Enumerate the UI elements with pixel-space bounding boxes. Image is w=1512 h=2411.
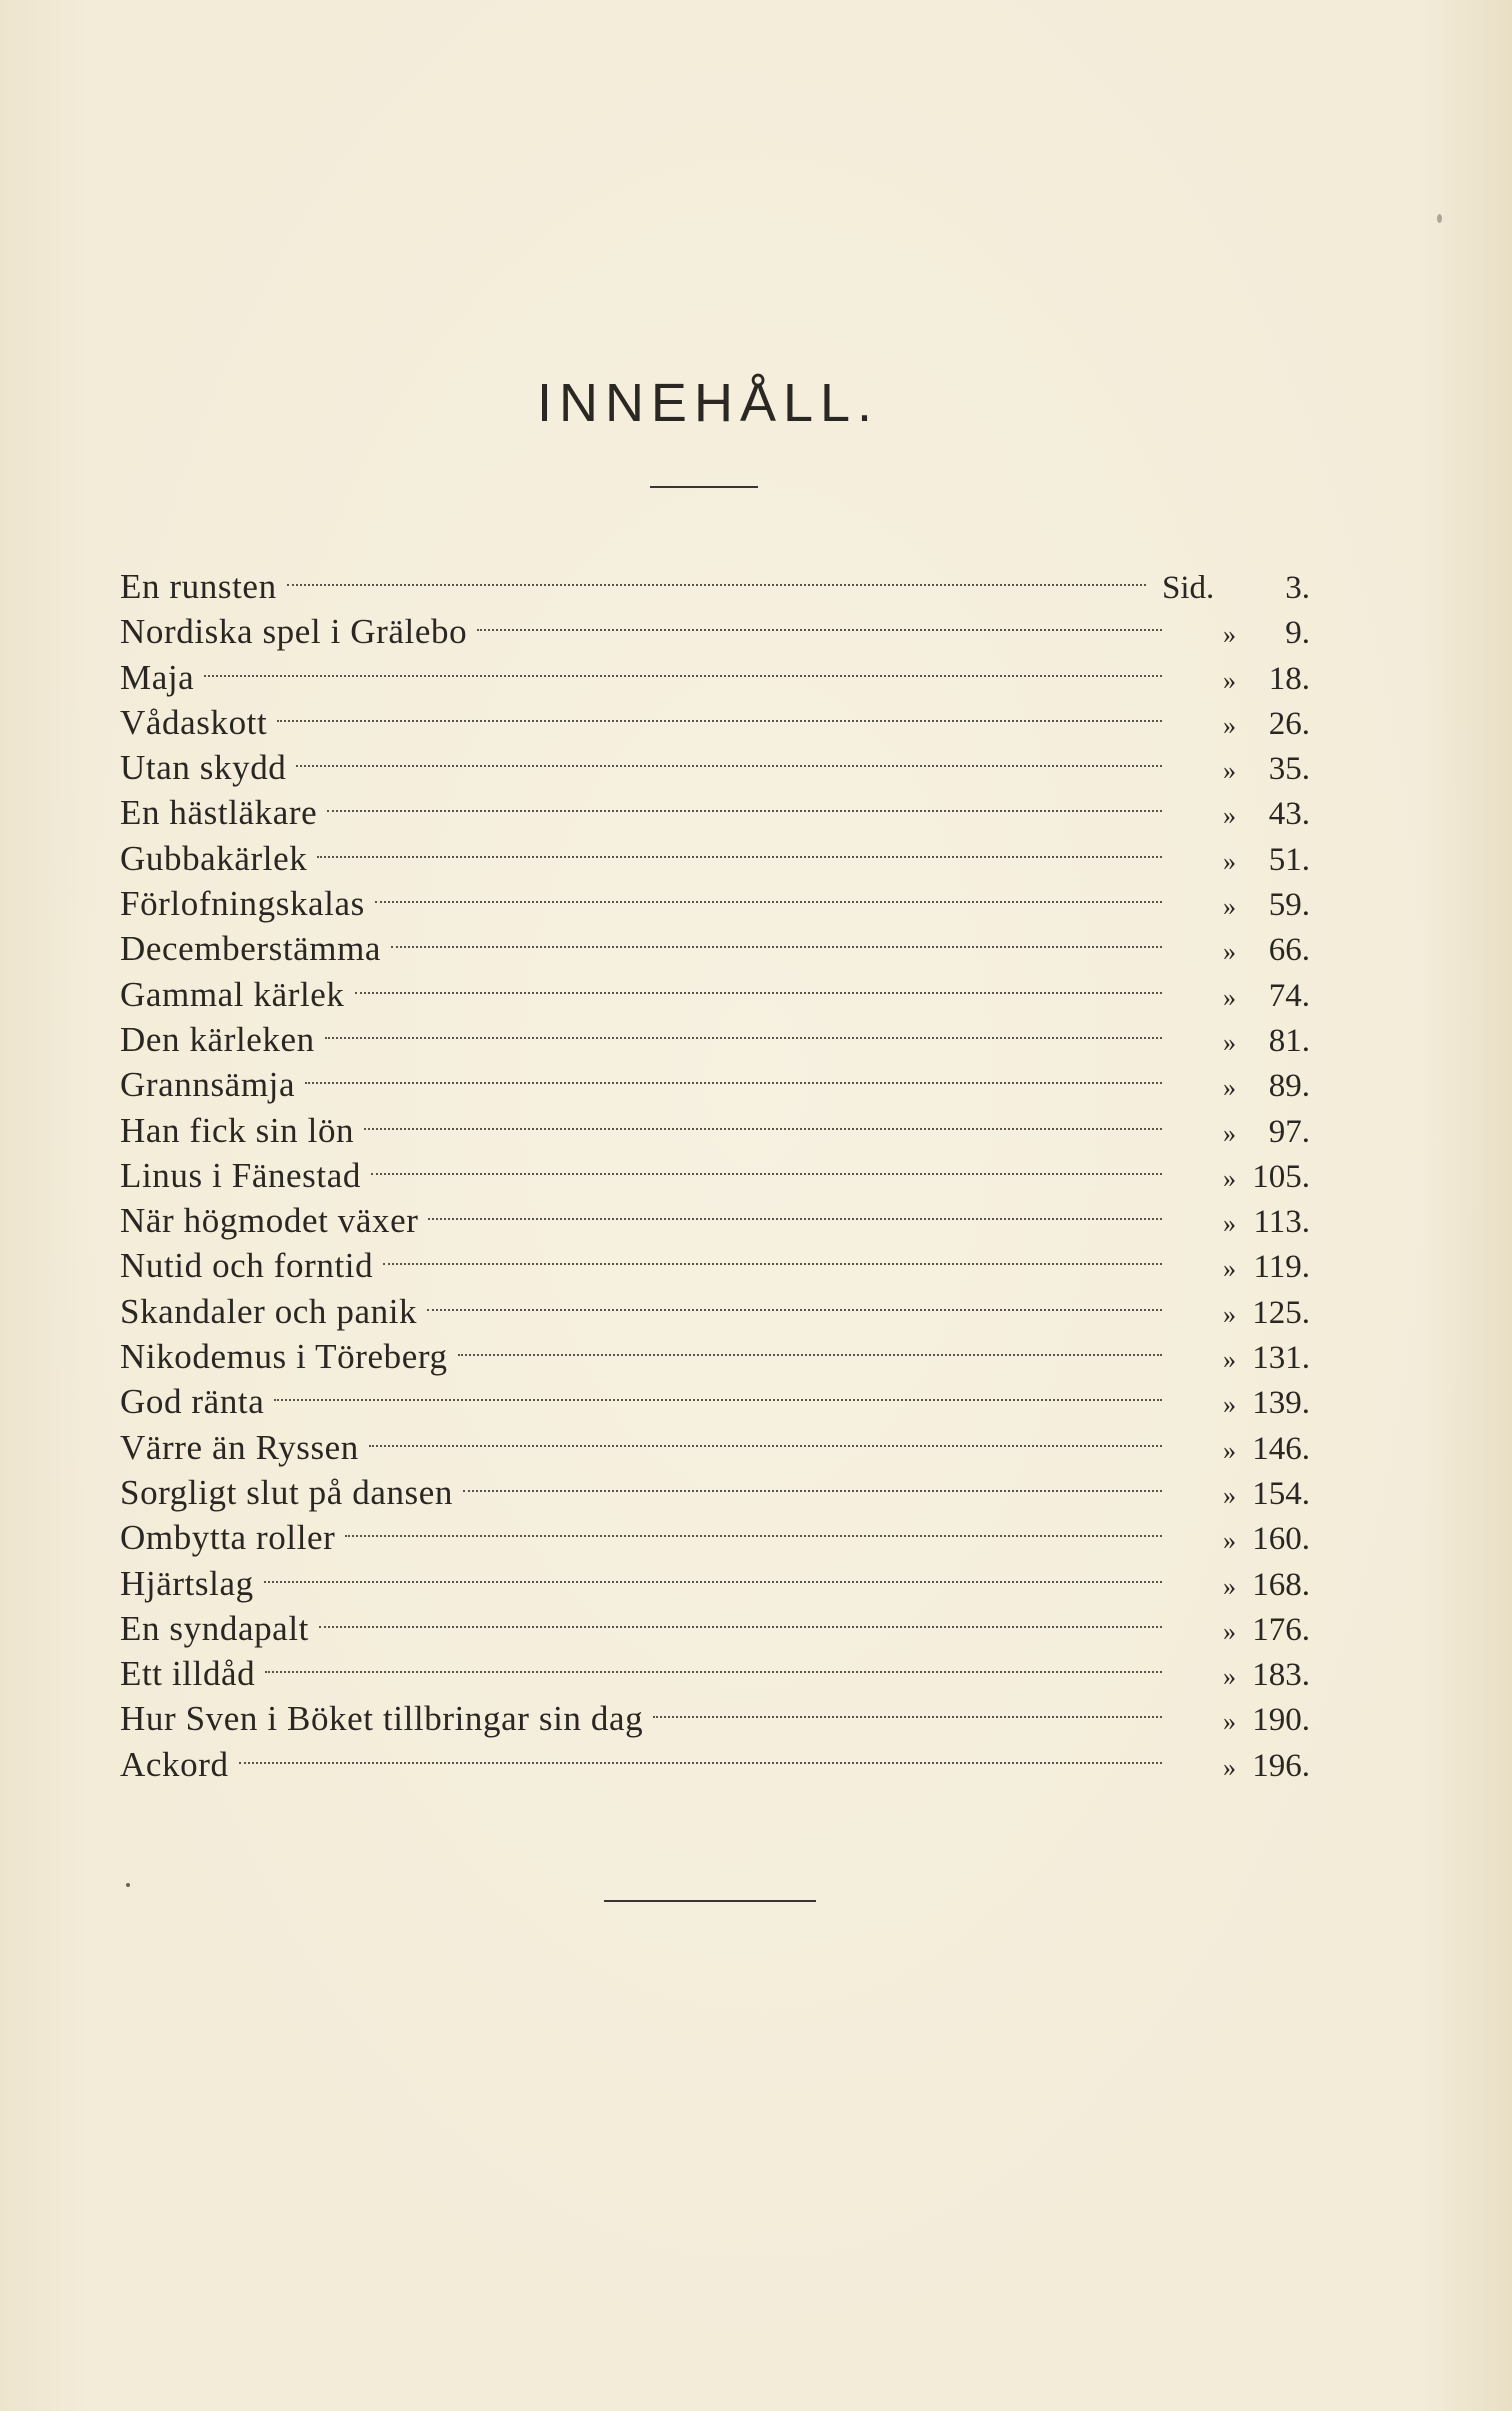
ditto-mark: » [1223,1752,1236,1782]
ditto-mark: » [1223,892,1236,922]
toc-entry-title: Decemberstämma [120,929,382,969]
dot-leader [204,644,1162,689]
ditto-mark: » [1223,1254,1236,1284]
dot-leader [463,1459,1162,1504]
ditto-mark: » [1223,1118,1236,1148]
dot-leader [369,1414,1162,1459]
ditto-mark: » [1223,1435,1236,1465]
toc-entry [120,1685,1310,1739]
dot-leader [277,689,1162,734]
toc-entry-page-number: 43. [1268,796,1310,833]
toc-entry-title: Nikodemus i Töreberg [120,1337,448,1377]
dot-leader [391,915,1162,960]
toc-entry-title: En hästläkare [120,793,318,833]
toc-entry-title: Ombytta roller [120,1518,336,1558]
ditto-mark: » [1223,982,1236,1012]
toc-entry-page-number: 146. [1252,1430,1310,1467]
toc-entry [120,553,1310,606]
toc-entry [120,1595,1310,1648]
dot-leader [305,1051,1162,1096]
dot-leader [653,1685,1162,1730]
title-divider [650,486,758,488]
toc-entry-page-number: 51. [1268,841,1310,878]
ditto-mark: » [1223,710,1236,740]
ditto-mark: » [1223,1027,1236,1057]
toc-entry-page-number: 74. [1268,977,1310,1014]
toc-entry-page-number: 125. [1252,1294,1310,1331]
toc-entry-page-number: 81. [1268,1022,1310,1059]
toc-entry-title: Ett illdåd [120,1654,256,1694]
paper-speck [1437,214,1442,223]
toc-entry-page-number: 160. [1252,1521,1310,1558]
ditto-mark: » [1223,1662,1236,1692]
toc-entry-title: När högmodet växer [120,1201,419,1241]
dot-leader [265,1640,1162,1685]
dot-leader [364,1097,1162,1142]
toc-entry [120,1550,1310,1603]
paper-speck [126,1883,130,1887]
dot-leader [319,1595,1162,1640]
ditto-mark: » [1223,1707,1236,1737]
toc-entry [120,1731,1310,1784]
ditto-mark: » [1223,1526,1236,1556]
dot-leader [296,734,1162,779]
dot-leader [317,825,1162,870]
ditto-mark: » [1223,801,1236,831]
ditto-mark: » [1223,1571,1236,1601]
toc-entry [120,689,1310,742]
toc-entry-page-number: 97. [1268,1113,1310,1150]
toc-entry-title: Ackord [120,1744,229,1784]
toc-entry-page-number: 183. [1252,1657,1310,1694]
ditto-mark: » [1223,937,1236,967]
toc-entry-title: Maja [120,657,195,697]
toc-entry-page-number: 105. [1252,1158,1310,1195]
toc-entry-title: Nutid och forntid [120,1246,374,1286]
toc-entry-title: Förlofningskalas [120,884,365,924]
toc-entry-title: Den kärleken [120,1019,315,1059]
toc-entry-page-number: 26. [1268,705,1310,742]
dot-leader [458,1323,1162,1368]
toc-entry-page-number: 113. [1253,1204,1310,1241]
ditto-mark: » [1223,1073,1236,1103]
toc-entry [120,1414,1310,1467]
ditto-mark: » [1223,846,1236,876]
end-divider [604,1900,816,1902]
toc-entry [120,779,1310,833]
toc-entry-title: En syndapalt [120,1608,309,1648]
toc-entry-title: Nordiska spel i Grälebo [120,612,468,652]
page-title: INNEHÅLL. [536,373,880,433]
ditto-mark: » [1223,1390,1236,1420]
toc-entry [120,644,1310,697]
dot-leader [264,1550,1162,1595]
ditto-mark: » [1223,665,1236,695]
toc-entry-page-number: 35. [1268,751,1310,788]
toc-entry-page-number: 3. [1285,570,1310,606]
toc-entry-page-number: 139. [1252,1385,1310,1422]
toc-entry-page-number: 66. [1268,932,1310,969]
ditto-mark: » [1223,1345,1236,1375]
toc-entry [120,1640,1310,1694]
dot-leader [371,1142,1162,1187]
toc-entry [120,598,1310,652]
toc-entry-title: God ränta [120,1382,265,1422]
dot-leader [477,598,1162,643]
toc-entry-page-number: 89. [1268,1068,1310,1105]
dot-leader [428,1187,1162,1232]
toc-entry-title: Gammal kärlek [120,974,345,1014]
toc-entry-page-number: 119. [1253,1249,1310,1286]
ditto-mark: » [1223,620,1236,650]
dot-leader [325,1006,1162,1051]
table-of-contents [120,553,1310,1784]
toc-entry-title: Utan skydd [120,748,287,788]
toc-entry-page-number: 18. [1268,660,1310,697]
toc-entry-page-number: 9. [1285,615,1310,652]
toc-entry-page-number: 59. [1268,887,1310,924]
toc-entry-page-number: 190. [1252,1702,1310,1739]
toc-entry-page-number: 168. [1252,1566,1310,1603]
toc-entry-page-number: 131. [1252,1340,1310,1377]
toc-entry-title: Skandaler och panik [120,1291,418,1331]
page-column-header: Sid. [1162,570,1215,606]
dot-leader [327,779,1162,824]
dot-leader [239,1731,1162,1776]
dot-leader [355,961,1162,1006]
toc-entry-page-number: 176. [1252,1611,1310,1648]
toc-entry [120,734,1310,788]
dot-leader [375,870,1162,915]
toc-entry-title: Hjärtslag [120,1563,254,1603]
ditto-mark: » [1223,1480,1236,1510]
toc-entry-title: En runsten [120,567,277,606]
toc-entry-title: Vådaskott [120,702,268,742]
ditto-mark: » [1223,1209,1236,1239]
ditto-mark: » [1223,756,1236,786]
toc-entry-title: Linus i Fänestad [120,1155,361,1195]
toc-entry-title: Han fick sin lön [120,1110,355,1150]
ditto-mark: » [1223,1163,1236,1193]
toc-entry-title: Grannsämja [120,1065,296,1105]
toc-entry-page-number: 154. [1252,1475,1310,1512]
toc-entry-page-number: 196. [1252,1747,1310,1784]
dot-leader [274,1368,1162,1413]
dot-leader [345,1504,1162,1549]
dot-leader [427,1278,1162,1323]
toc-entry-title: Sorgligt slut på dansen [120,1472,454,1512]
dot-leader [383,1232,1162,1277]
toc-entry-title: Värre än Ryssen [120,1427,359,1467]
ditto-mark: » [1223,1299,1236,1329]
toc-entry-title: Gubbakärlek [120,838,308,878]
ditto-mark: » [1223,1616,1236,1646]
toc-entry-title: Hur Sven i Böket tillbringar sin dag [120,1699,644,1739]
toc-entry [120,1368,1310,1422]
dot-leader [287,553,1146,598]
